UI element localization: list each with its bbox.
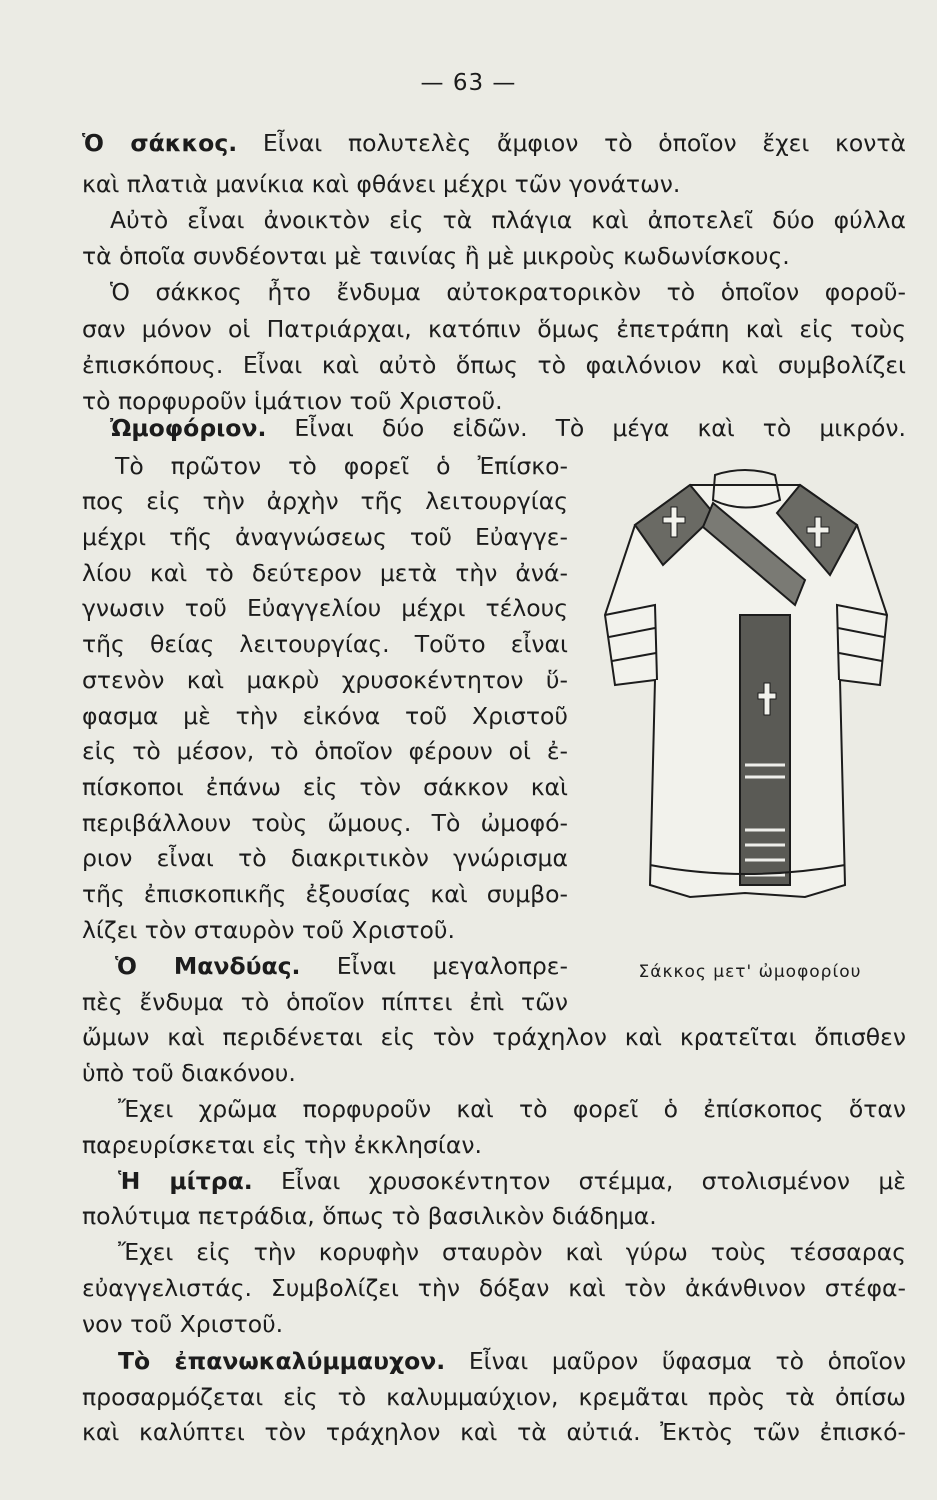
text-line-18: εἰς τὸ μέσον, τὸ ὁποῖον φέρουν οἱ ἐ- [82,737,568,765]
text-line-4: τὰ ὁποῖα συνδέονται μὲ ταινίας ἢ μὲ μικροὺς κωδωνίσκους. [82,242,790,270]
heading-mitra: Ἡ μίτρα. [118,1167,253,1195]
text-line-21: ριον εἶναι τὸ διακριτικὸν γνώρισμα [82,844,568,872]
text-line-27: ὑπὸ τοῦ διακόνου. [82,1059,296,1087]
text-line-22: τῆς ἐπισκοπικῆς ἐξουσίας καὶ συμβο- [82,880,568,908]
text-line-24: Ὁ Μανδύας. Εἶναι μεγαλοπρε- [115,952,568,980]
text-line-29: παρευρίσκεται εἰς τὴν ἐκκλησίαν. [82,1131,482,1159]
text-line-19: πίσκοποι ἐπάνω εἰς τὸν σάκκον καὶ [82,773,568,801]
text-line-37: καὶ καλύπτει τὸν τράχηλον καὶ τὰ αὐτιά. Ἐκτὸς τῶν ἐπισκό- [82,1418,906,1446]
text-line-10: Τὸ πρῶτον τὸ φορεῖ ὁ Ἐπίσκο- [115,452,568,480]
text-line-17: φασμα μὲ τὴν εἰκόνα τοῦ Χριστοῦ [82,702,568,730]
text-line-20: περιβάλλουν τοὺς ὤμους. Τὸ ὠμοφό- [82,809,568,837]
text-line-32: Ἔχει εἰς τὴν κορυφὴν σταυρὸν καὶ γύρω τοὺς τέσσαρας [118,1238,906,1266]
heading-mandyas: Ὁ Μανδύας. [115,952,301,980]
text-line-15: τῆς θείας λειτουργίας. Τοῦτο εἶναι [82,630,568,658]
text-line-28: Ἔχει χρῶμα πορφυροῦν καὶ τὸ φορεῖ ὁ ἐπίσκοπος ὅταν [118,1095,906,1123]
text-line-34: νον τοῦ Χριστοῦ. [82,1310,284,1338]
text-line-33: εὐαγγελιστάς. Συμβολίζει τὴν δόξαν καὶ τὸν ἀκάνθινον στέφα- [82,1274,906,1302]
text-line-14: γνωσιν τοῦ Εὐαγγελίου μέχρι τέλους [82,594,568,622]
text-line-3: Αὐτὸ εἶναι ἀνοικτὸν εἰς τὰ πλάγια καὶ ἀποτελεῖ δύο φύλλα [110,206,906,234]
heading-epanokalymmavchon: Τὸ ἐπανωκαλύμμαυχον. [118,1347,446,1375]
text-line-23: λίζει τὸν σταυρὸν τοῦ Χριστοῦ. [82,916,455,944]
heading-omoforion: Ὠμοφόριον. [110,414,267,442]
text-line-5: Ὁ σάκκος ἦτο ἔνδυμα αὐτοκρατορικὸν τὸ ὁποῖον φοροῦ- [110,278,906,306]
text-line-12: μέχρι τῆς ἀναγνώσεως τοῦ Εὐαγγε- [82,523,568,551]
text-line-6: σαν μόνον οἱ Πατριάρχαι, κατόπιν ὅμως ἐπετράπη καὶ εἰς τοὺς [82,315,906,343]
heading-sakkos: Ὁ σάκκος. [82,129,238,157]
text-line-36: προσαρμόζεται εἰς τὸ καλυμμαύχιον, κρεμᾶται πρὸς τὰ ὀπίσω [82,1383,906,1411]
text-line-8: τὸ πορφυροῦν ἱμάτιον τοῦ Χριστοῦ. [82,387,503,415]
text-line-30: Ἡ μίτρα. Εἶναι χρυσοκέντητον στέμμα, στολισμένον μὲ [118,1167,906,1195]
text-line-25: πὲς ἔνδυμα τὸ ὁποῖον πίπτει ἐπὶ τῶν [82,988,568,1016]
text-line-11: πος εἰς τὴν ἀρχὴν τῆς λειτουργίας [82,487,568,515]
text-line-7: ἐπισκόπους. Εἶναι καὶ αὐτὸ ὅπως τὸ φαιλόνιον καὶ συμβολίζει [82,351,906,379]
page-number: — 63 — [420,70,517,96]
text-line-35: Τὸ ἐπανωκαλύμμαυχον. Εἶναι μαῦρον ὕφασμα τὸ ὁποῖον [118,1347,906,1375]
text-line-26: ὤμων καὶ περιδένεται εἰς τὸν τράχηλον καὶ κρατεῖται ὄπισθεν [82,1023,906,1051]
text-line-9: Ὠμοφόριον. Εἶναι δύο εἰδῶν. Τὸ μέγα καὶ τὸ μικρόν. [110,414,906,442]
text-line-13: λίου καὶ τὸ δεύτερον μετὰ τὴν ἀνά- [82,559,568,587]
text-line-31: πολύτιμα πετράδια, ὅπως τὸ βασιλικὸν διάδημα. [82,1202,657,1230]
sakkos-illustration [595,465,895,935]
text-line-2: καὶ πλατιὰ μανίκια καὶ φθάνει μέχρι τῶν γονάτων. [82,170,681,198]
figure-caption: Σάκκος μετ' ὠμοφορίου [638,962,862,982]
text-line-1: Ὁ σάκκος. Εἶναι πολυτελὲς ἄμφιον τὸ ὁποῖον ἔχει κοντὰ [82,129,906,157]
text-line-16: στενὸν καὶ μακρὺ χρυσοκέντητον ὕ- [82,666,568,694]
